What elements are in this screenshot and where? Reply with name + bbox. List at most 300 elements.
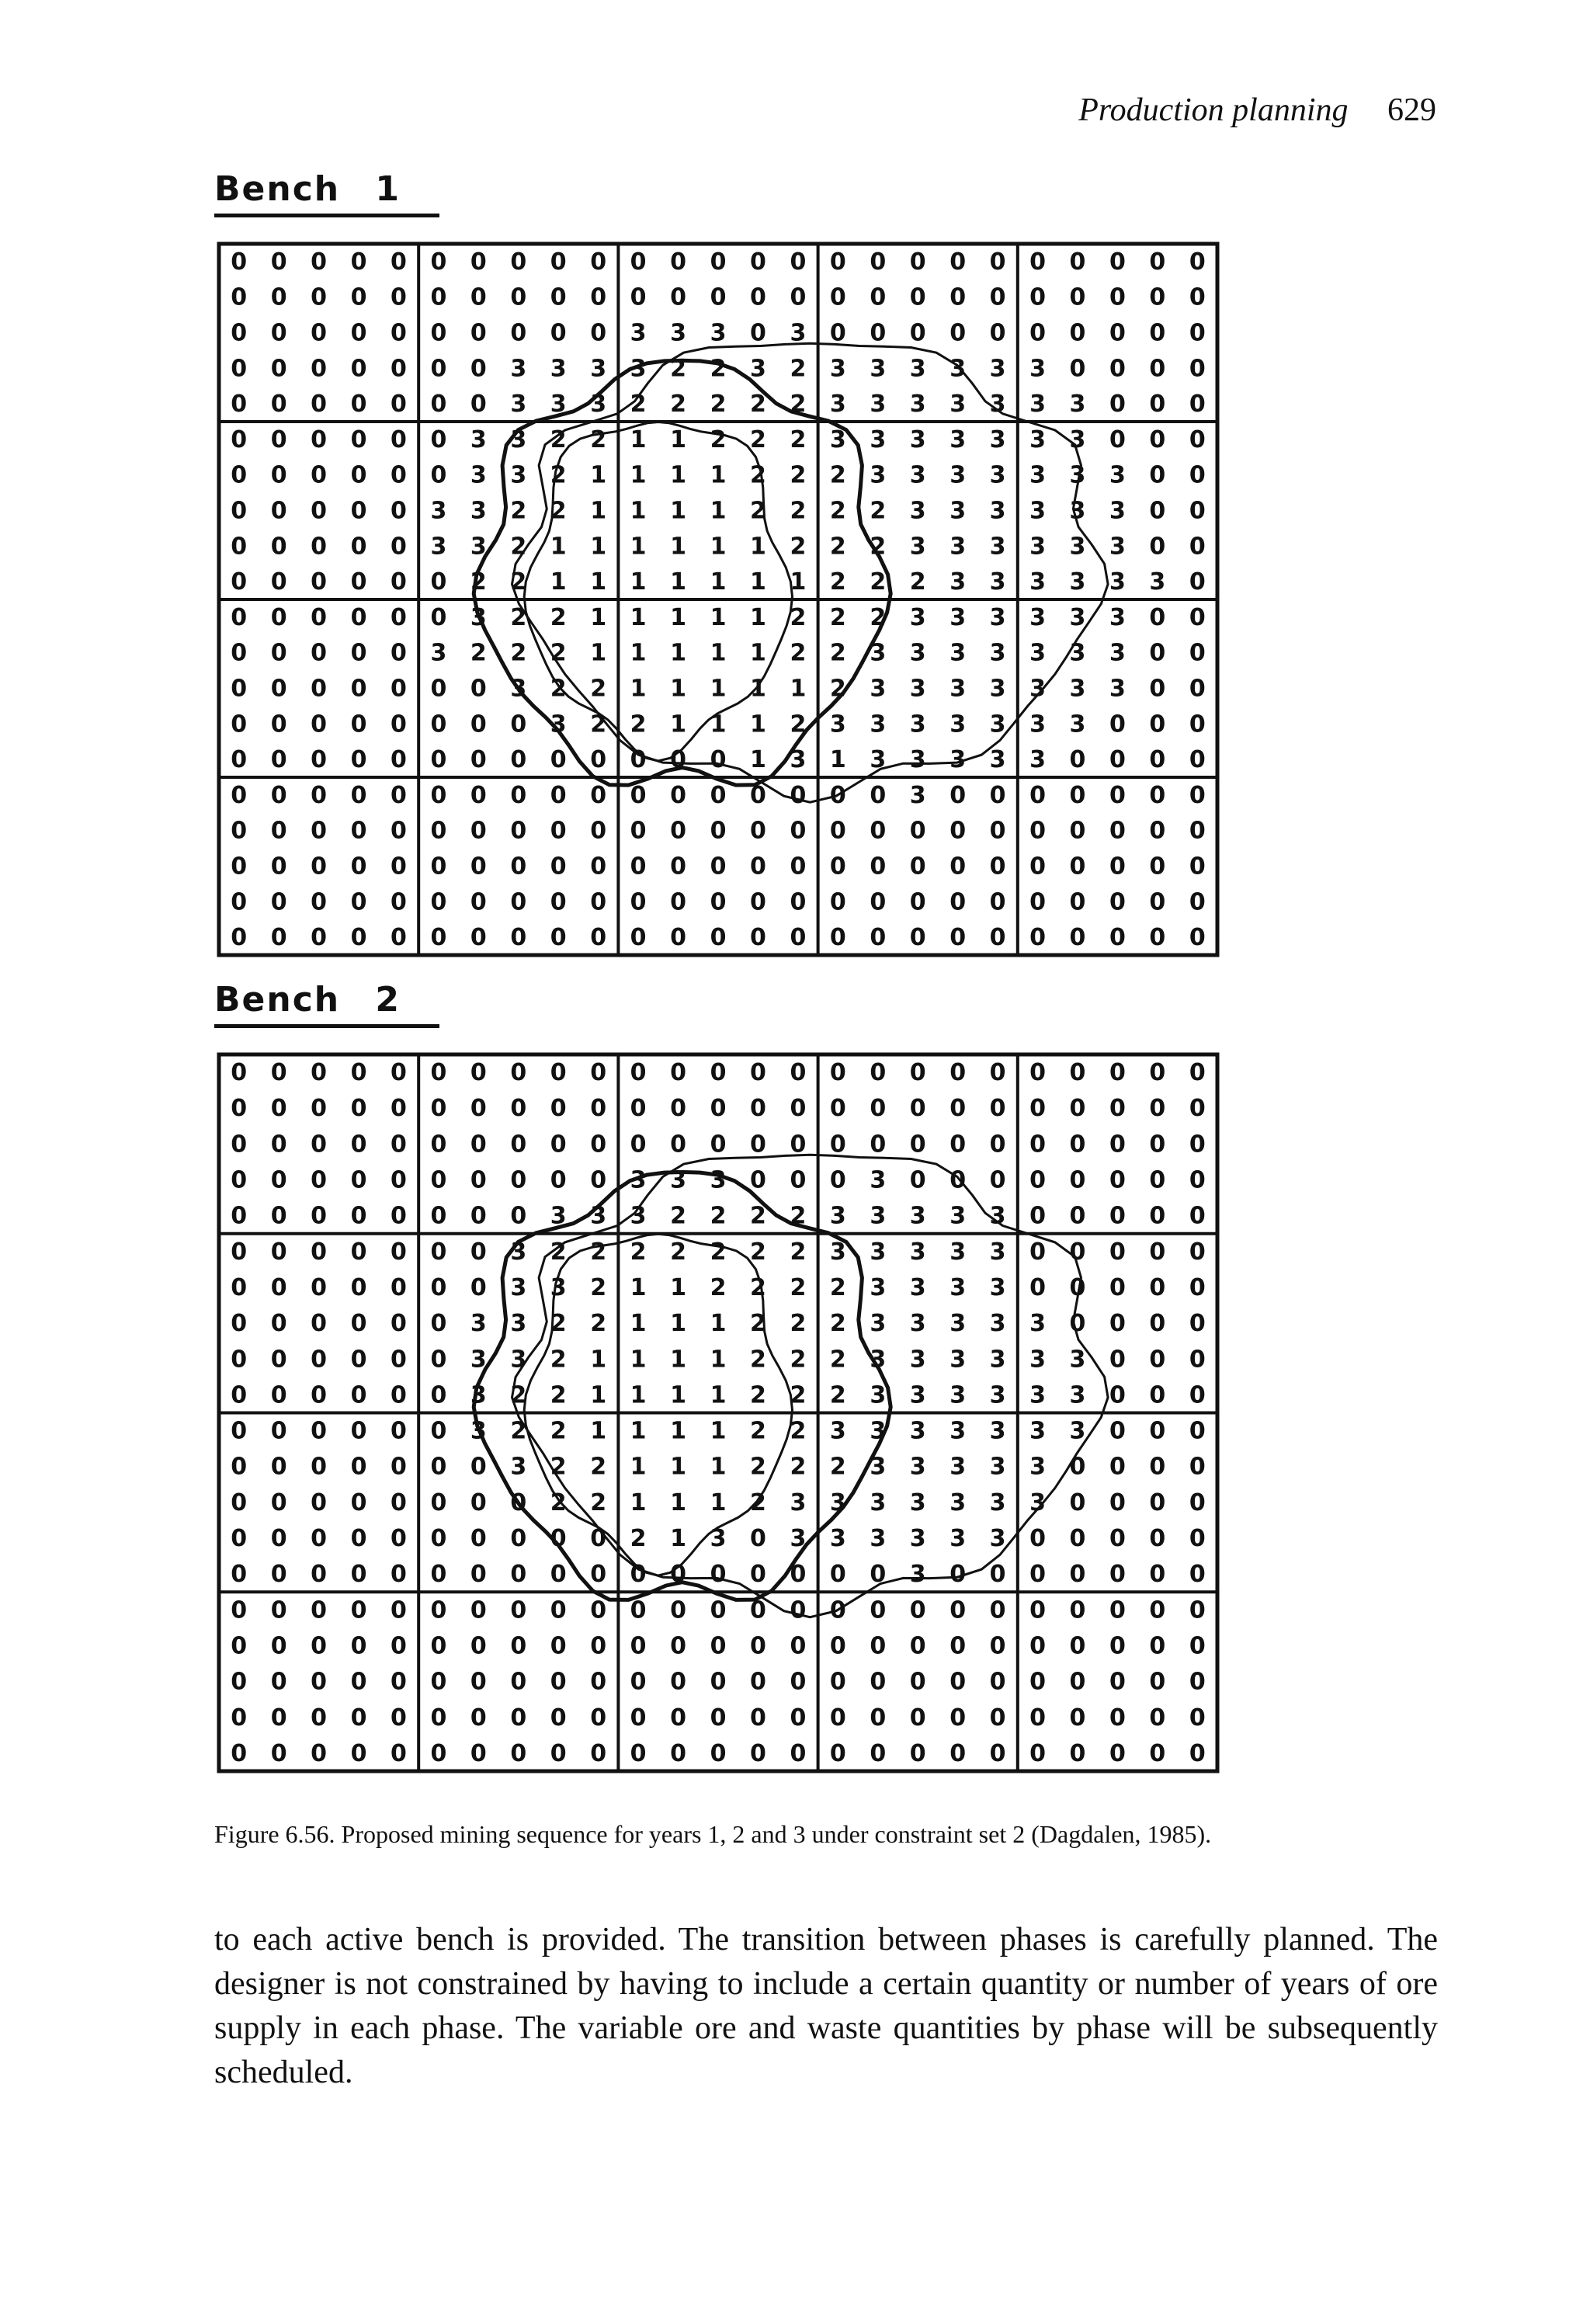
- grid-cell-value: 1: [590, 568, 607, 596]
- grid-cell-value: 0: [1189, 1632, 1206, 1660]
- grid-cell-value: 0: [311, 1596, 328, 1624]
- grid-cell-value: 2: [670, 391, 686, 419]
- grid-cell-value: 0: [270, 1310, 287, 1338]
- grid-cell-value: 3: [909, 355, 926, 383]
- grid-cell-value: 0: [470, 1166, 487, 1194]
- grid-cell-value: 0: [829, 319, 846, 347]
- grid-cell-value: 3: [870, 461, 887, 489]
- grid-cell-value: 3: [1029, 603, 1046, 631]
- grid-cell-value: 2: [829, 1381, 846, 1409]
- grid-cell-value: 1: [670, 1346, 686, 1374]
- grid-cell-value: 0: [270, 924, 287, 952]
- grid-cell-value: 3: [1029, 533, 1046, 561]
- grid-cell-value: 0: [870, 1704, 887, 1732]
- figure-caption: Figure 6.56. Proposed mining sequence for years 1, 2 and 3 under constraint set 2 (Dagdalen, 1985).: [214, 1820, 1212, 1848]
- grid-cell-value: 3: [949, 355, 967, 383]
- grid-cell-value: 0: [870, 1739, 887, 1767]
- grid-cell-value: 0: [550, 319, 567, 347]
- grid-cell-value: 3: [909, 781, 926, 809]
- grid-cell-value: 2: [909, 568, 926, 596]
- grid-cell-value: 0: [949, 319, 967, 347]
- grid-cell-value: 0: [350, 1632, 367, 1660]
- grid-cell-value: 3: [989, 1202, 1006, 1230]
- grid-cell-value: 0: [989, 1596, 1006, 1624]
- grid-cell-value: 0: [870, 924, 887, 952]
- grid-cell-value: 0: [1069, 319, 1086, 347]
- grid-cell-value: 0: [1109, 1346, 1126, 1374]
- grid-cell-value: 2: [550, 461, 567, 489]
- grid-cell-value: 0: [909, 1095, 926, 1123]
- grid-cell-value: 0: [1069, 1273, 1086, 1301]
- grid-cell-value: 0: [270, 1095, 287, 1123]
- grid-cell-value: 2: [750, 1273, 766, 1301]
- grid-cell-value: 2: [870, 603, 887, 631]
- grid-cell-value: 3: [829, 1238, 846, 1266]
- grid-cell-value: 3: [1029, 391, 1046, 419]
- grid-cell-value: 2: [750, 391, 766, 419]
- grid-cell-value: 1: [670, 710, 686, 738]
- grid-cell-value: 0: [470, 1202, 487, 1230]
- grid-cell-value: 0: [311, 1273, 328, 1301]
- grid-cell-value: 0: [231, 1238, 248, 1266]
- grid-cell-value: 0: [311, 710, 328, 738]
- grid-cell-value: 0: [590, 1525, 607, 1553]
- grid-cell-value: 0: [510, 1596, 527, 1624]
- grid-cell-value: 3: [1109, 603, 1126, 631]
- grid-cell-value: 0: [949, 1095, 967, 1123]
- grid-cell-value: 0: [590, 853, 607, 881]
- grid-cell-value: 3: [989, 568, 1006, 596]
- grid-cell-value: 0: [391, 853, 407, 881]
- grid-cell-value: 0: [1189, 1489, 1206, 1516]
- grid-cell-value: 0: [470, 746, 487, 774]
- grid-cell-value: 1: [670, 1525, 686, 1553]
- grid-cell-value: 3: [510, 675, 527, 703]
- grid-cell-value: 3: [989, 461, 1006, 489]
- grid-cell-value: 3: [949, 497, 967, 525]
- grid-cell-value: 0: [470, 1561, 487, 1589]
- grid-cell-value: 3: [630, 1166, 647, 1194]
- grid-cell-value: 0: [470, 319, 487, 347]
- grid-cell-value: 0: [391, 283, 407, 311]
- grid-cell-value: 3: [470, 1417, 487, 1445]
- grid-cell-value: 0: [1149, 1561, 1166, 1589]
- grid-cell-value: 0: [989, 1059, 1006, 1087]
- grid-cell-value: 0: [1189, 1525, 1206, 1553]
- grid-cell-value: 0: [1189, 746, 1206, 774]
- grid-cell-value: 0: [311, 1059, 328, 1087]
- grid-cell-value: 0: [909, 1668, 926, 1696]
- grid-cell-value: 0: [1029, 319, 1046, 347]
- grid-cell-value: 1: [710, 1310, 727, 1338]
- grid-cell-value: 0: [270, 1561, 287, 1589]
- grid-cell-value: 0: [391, 426, 407, 453]
- grid-cell-value: 0: [231, 603, 248, 631]
- grid-cell-value: 0: [909, 1131, 926, 1159]
- grid-cell-value: 0: [670, 853, 686, 881]
- grid-cell-value: 3: [1069, 497, 1086, 525]
- grid-cell-value: 0: [1189, 283, 1206, 311]
- grid-cell-value: 0: [750, 1704, 766, 1732]
- grid-cell-value: 0: [670, 1739, 686, 1767]
- grid-cell-value: 0: [1149, 710, 1166, 738]
- grid-cell-value: 0: [350, 1525, 367, 1553]
- grid-cell-value: 2: [550, 675, 567, 703]
- grid-cell-value: 2: [510, 1417, 527, 1445]
- grid-cell-value: 0: [270, 426, 287, 453]
- grid-cell-value: 0: [350, 283, 367, 311]
- grid-cell-value: 0: [670, 283, 686, 311]
- grid-cell-value: 0: [829, 1704, 846, 1732]
- body-paragraph: to each active bench is provided. The transition between phases is carefully planned. The designer is not constrained by having to include a certain quantity or number of years of ore supply in each phase. The variable ore and waste quantities by phase will be subsequently scheduled.: [214, 1922, 1438, 2090]
- grid-cell-value: 2: [790, 603, 807, 631]
- grid-cell-value: 0: [750, 1525, 766, 1553]
- grid-cell-value: 3: [909, 391, 926, 419]
- grid-cell-value: 0: [1149, 1417, 1166, 1445]
- grid-cell-value: 0: [870, 1561, 887, 1589]
- grid-cell-value: 0: [350, 675, 367, 703]
- grid-cell-value: 2: [550, 1453, 567, 1481]
- grid-cell-value: 2: [829, 533, 846, 561]
- grid-cell-value: 0: [1189, 1704, 1206, 1732]
- grid-cell-value: 0: [1189, 1273, 1206, 1301]
- grid-cell-value: 0: [231, 391, 248, 419]
- grid-cell-value: 0: [1149, 1310, 1166, 1338]
- grid-cell-value: 3: [750, 355, 766, 383]
- grid-cell-value: 2: [829, 639, 846, 667]
- grid-cell-value: 3: [829, 355, 846, 383]
- grid-cell-value: 0: [1069, 1453, 1086, 1481]
- grid-cell-value: 0: [909, 1632, 926, 1660]
- grid-cell-value: 2: [750, 1381, 766, 1409]
- grid-cell-value: 0: [670, 746, 686, 774]
- grid-cell-value: 1: [630, 1489, 647, 1516]
- grid-cell-value: 0: [350, 1417, 367, 1445]
- grid-cell-value: 0: [231, 1310, 248, 1338]
- grid-cell-value: 3: [710, 1166, 727, 1194]
- grid-cell-value: 0: [311, 639, 328, 667]
- grid-cell-value: 0: [1109, 1238, 1126, 1266]
- grid-cell-value: 0: [430, 391, 447, 419]
- grid-cell-value: 0: [391, 568, 407, 596]
- grid-cell-value: 0: [1189, 1417, 1206, 1445]
- grid-cell-value: 0: [1189, 1238, 1206, 1266]
- grid-cell-value: 0: [231, 497, 248, 525]
- grid-cell-value: 0: [470, 1238, 487, 1266]
- grid-cell-value: 0: [350, 1489, 367, 1516]
- grid-cell-value: 0: [630, 1059, 647, 1087]
- grid-cell-value: 0: [829, 1668, 846, 1696]
- grid-cell-value: 0: [1189, 710, 1206, 738]
- grid-cell-value: 0: [590, 1632, 607, 1660]
- grid-cell-value: 0: [790, 1596, 807, 1624]
- grid-cell-value: 0: [1069, 1596, 1086, 1624]
- grid-cell-value: 1: [630, 675, 647, 703]
- grid-cell-value: 0: [1149, 1668, 1166, 1696]
- grid-cell-value: 1: [630, 1417, 647, 1445]
- grid-cell-value: 1: [590, 461, 607, 489]
- grid-cell-value: 0: [311, 1238, 328, 1266]
- grid-cell-value: 0: [670, 888, 686, 916]
- grid-cell-value: 0: [270, 248, 287, 276]
- grid-cell-value: 3: [710, 1525, 727, 1553]
- grid-cell-value: 3: [870, 355, 887, 383]
- grid-cell-value: 0: [231, 1561, 248, 1589]
- grid-cell-value: 2: [750, 1453, 766, 1481]
- grid-cell-value: 0: [670, 1596, 686, 1624]
- grid-cell-value: 0: [829, 248, 846, 276]
- grid-cell-value: 3: [790, 1525, 807, 1553]
- grid-cell-value: 1: [630, 1273, 647, 1301]
- grid-cell-value: 3: [829, 1489, 846, 1516]
- grid-cell-value: 3: [909, 1310, 926, 1338]
- grid-cell-value: 0: [1029, 1596, 1046, 1624]
- grid-cell-value: 2: [750, 426, 766, 453]
- grid-cell-value: 0: [550, 283, 567, 311]
- grid-cell-value: 0: [550, 924, 567, 952]
- grid-cell-value: 0: [670, 1632, 686, 1660]
- grid-cell-value: 3: [909, 1489, 926, 1516]
- grid-cell-value: 3: [430, 639, 447, 667]
- grid-cell-value: 0: [710, 924, 727, 952]
- grid-cell-value: 0: [1029, 924, 1046, 952]
- grid-cell-value: 0: [750, 888, 766, 916]
- grid-cell-value: 0: [790, 1561, 807, 1589]
- grid-cell-value: 3: [1109, 675, 1126, 703]
- grid-cell-value: 3: [1069, 568, 1086, 596]
- grid-cell-value: 0: [510, 319, 527, 347]
- grid-cell-value: 0: [1029, 1238, 1046, 1266]
- grid-cell-value: 0: [270, 781, 287, 809]
- grid-cell-value: 3: [1029, 710, 1046, 738]
- grid-cell-value: 0: [311, 1668, 328, 1696]
- grid-cell-value: 0: [670, 1668, 686, 1696]
- grid-cell-value: 0: [1109, 1668, 1126, 1696]
- grid-cell-value: 1: [710, 1346, 727, 1374]
- grid-cell-value: 3: [870, 1166, 887, 1194]
- grid-cell-value: 0: [1069, 1739, 1086, 1767]
- bench-2-grid: [214, 1050, 1222, 1776]
- grid-cell-value: 0: [1189, 1453, 1206, 1481]
- grid-cell-value: 0: [1109, 391, 1126, 419]
- grid-cell-value: 0: [1109, 1095, 1126, 1123]
- grid-cell-value: 3: [829, 1417, 846, 1445]
- grid-cell-value: 0: [430, 710, 447, 738]
- grid-cell-value: 0: [750, 1561, 766, 1589]
- grid-cell-value: 2: [550, 1238, 567, 1266]
- running-head: [1078, 92, 1436, 129]
- grid-cell-value: 0: [510, 817, 527, 845]
- grid-cell-value: 0: [270, 817, 287, 845]
- grid-cell-value: 0: [270, 1417, 287, 1445]
- grid-cell-value: 0: [630, 1095, 647, 1123]
- grid-cell-value: 1: [630, 1381, 647, 1409]
- grid-cell-value: 0: [1189, 1059, 1206, 1087]
- page-number: 629: [1387, 92, 1436, 128]
- grid-cell-value: 0: [1149, 1131, 1166, 1159]
- grid-cell-value: 3: [1069, 533, 1086, 561]
- grid-cell-value: 0: [1189, 461, 1206, 489]
- grid-cell-value: 0: [710, 781, 727, 809]
- grid-cell-value: 0: [590, 1561, 607, 1589]
- grid-cell-value: 0: [1109, 355, 1126, 383]
- grid-cell-value: 0: [790, 1668, 807, 1696]
- grid-cell-value: 2: [630, 710, 647, 738]
- grid-cell-value: 0: [391, 1596, 407, 1624]
- grid-cell-value: 0: [430, 355, 447, 383]
- grid-cell-value: 0: [231, 1381, 248, 1409]
- grid-cell-value: 0: [590, 888, 607, 916]
- grid-cell-value: 2: [829, 1310, 846, 1338]
- grid-cell-value: 0: [430, 1381, 447, 1409]
- grid-cell-value: 0: [311, 1381, 328, 1409]
- grid-cell-value: 0: [1149, 1166, 1166, 1194]
- grid-cell-value: 0: [391, 391, 407, 419]
- grid-cell-value: 0: [470, 1704, 487, 1732]
- grid-cell-value: 1: [710, 710, 727, 738]
- grid-cell-value: 0: [391, 1059, 407, 1087]
- grid-cell-value: 0: [231, 1596, 248, 1624]
- grid-cell-value: 1: [590, 639, 607, 667]
- grid-cell-value: 0: [231, 746, 248, 774]
- grid-cell-value: 2: [550, 1417, 567, 1445]
- grid-cell-value: 1: [670, 568, 686, 596]
- grid-cell-value: 0: [1069, 888, 1086, 916]
- grid-cell-value: 0: [1109, 710, 1126, 738]
- grid-cell-value: 3: [949, 1525, 967, 1553]
- grid-cell-value: 0: [909, 1166, 926, 1194]
- grid-cell-value: 1: [750, 710, 766, 738]
- grid-cell-value: 0: [590, 283, 607, 311]
- grid-cell-value: 3: [1029, 639, 1046, 667]
- grid-cell-value: 0: [311, 568, 328, 596]
- grid-cell-value: 3: [510, 1346, 527, 1374]
- grid-cell-value: 0: [1109, 319, 1126, 347]
- grid-cell-value: 3: [909, 1561, 926, 1589]
- grid-cell-value: 3: [870, 1381, 887, 1409]
- grid-cell-value: 0: [590, 781, 607, 809]
- grid-cell-value: 3: [989, 1310, 1006, 1338]
- grid-cell-value: 0: [790, 1632, 807, 1660]
- grid-cell-value: 0: [949, 888, 967, 916]
- grid-cell-value: 0: [1069, 1561, 1086, 1589]
- grid-cell-value: 0: [311, 924, 328, 952]
- grid-cell-value: 2: [710, 426, 727, 453]
- grid-cell-value: 0: [550, 746, 567, 774]
- grid-cell-value: 0: [750, 1632, 766, 1660]
- grid-cell-value: 0: [1189, 568, 1206, 596]
- grid-cell-value: 0: [1029, 1668, 1046, 1696]
- grid-cell-value: 0: [870, 853, 887, 881]
- grid-cell-value: 0: [270, 1632, 287, 1660]
- grid-cell-value: 0: [270, 1346, 287, 1374]
- grid-cell-value: 0: [270, 319, 287, 347]
- grid-cell-value: 3: [949, 746, 967, 774]
- grid-cell-value: 0: [1109, 1310, 1126, 1338]
- grid-cell-value: 0: [710, 1704, 727, 1732]
- grid-cell-value: 0: [270, 746, 287, 774]
- grid-cell-value: 0: [1189, 497, 1206, 525]
- grid-cell-value: 0: [1189, 1202, 1206, 1230]
- grid-cell-value: 0: [1029, 1632, 1046, 1660]
- grid-cell-value: 0: [1029, 888, 1046, 916]
- grid-cell-value: 0: [1029, 1561, 1046, 1589]
- grid-cell-value: 0: [630, 1704, 647, 1732]
- grid-cell-value: 0: [391, 1238, 407, 1266]
- grid-cell-value: 0: [311, 461, 328, 489]
- grid-cell-value: 1: [670, 1453, 686, 1481]
- grid-cell-value: 0: [1189, 1596, 1206, 1624]
- grid-cell-value: 0: [550, 853, 567, 881]
- grid-cell-value: 0: [311, 248, 328, 276]
- grid-cell-value: 1: [710, 675, 727, 703]
- grid-cell-value: 0: [1029, 1273, 1046, 1301]
- grid-cell-value: 0: [311, 1417, 328, 1445]
- grid-cell-value: 0: [1189, 924, 1206, 952]
- grid-cell-value: 2: [790, 355, 807, 383]
- grid-cell-value: 0: [350, 924, 367, 952]
- grid-cell-value: 0: [750, 319, 766, 347]
- grid-cell-value: 0: [909, 1704, 926, 1732]
- grid-cell-value: 0: [550, 1632, 567, 1660]
- grid-cell-value: 1: [790, 675, 807, 703]
- grid-cell-value: 0: [311, 426, 328, 453]
- grid-cell-value: 2: [829, 1453, 846, 1481]
- grid-cell-value: 0: [1109, 746, 1126, 774]
- grid-cell-value: 3: [870, 1202, 887, 1230]
- grid-cell-value: 1: [750, 746, 766, 774]
- grid-cell-value: 3: [470, 533, 487, 561]
- grid-cell-value: 0: [311, 888, 328, 916]
- grid-cell-value: 0: [270, 675, 287, 703]
- grid-cell-value: 0: [1149, 319, 1166, 347]
- grid-cell-value: 0: [430, 746, 447, 774]
- grid-cell-value: 0: [989, 283, 1006, 311]
- grid-cell-value: 0: [311, 1489, 328, 1516]
- grid-cell-value: 3: [949, 675, 967, 703]
- grid-cell-value: 0: [270, 1489, 287, 1516]
- grid-cell-value: 0: [750, 1059, 766, 1087]
- grid-cell-value: 0: [1029, 248, 1046, 276]
- grid-cell-value: 2: [670, 1238, 686, 1266]
- grid-cell-value: 0: [350, 1166, 367, 1194]
- grid-cell-value: 0: [630, 1632, 647, 1660]
- grid-cell-value: 3: [510, 426, 527, 453]
- grid-cell-value: 1: [590, 1346, 607, 1374]
- grid-cell-value: 0: [311, 746, 328, 774]
- grid-cell-value: 0: [231, 888, 248, 916]
- grid-cell-value: 0: [1029, 1166, 1046, 1194]
- grid-cell-value: 0: [790, 924, 807, 952]
- grid-cell-value: 0: [270, 1202, 287, 1230]
- grid-cell-value: 0: [909, 1739, 926, 1767]
- grid-cell-value: 0: [550, 781, 567, 809]
- grid-cell-value: 0: [231, 1059, 248, 1087]
- grid-cell-value: 0: [391, 1131, 407, 1159]
- grid-cell-value: 0: [790, 781, 807, 809]
- grid-cell-value: 3: [909, 603, 926, 631]
- grid-cell-value: 2: [750, 1310, 766, 1338]
- grid-cell-value: 0: [829, 1561, 846, 1589]
- grid-cell-value: 3: [1069, 710, 1086, 738]
- grid-cell-value: 0: [949, 248, 967, 276]
- grid-cell-value: 0: [510, 1095, 527, 1123]
- grid-cell-value: 3: [949, 639, 967, 667]
- grid-cell-value: 0: [1149, 1489, 1166, 1516]
- grid-cell-value: 0: [231, 283, 248, 311]
- grid-cell-value: 3: [870, 1525, 887, 1553]
- grid-cell-value: 2: [590, 426, 607, 453]
